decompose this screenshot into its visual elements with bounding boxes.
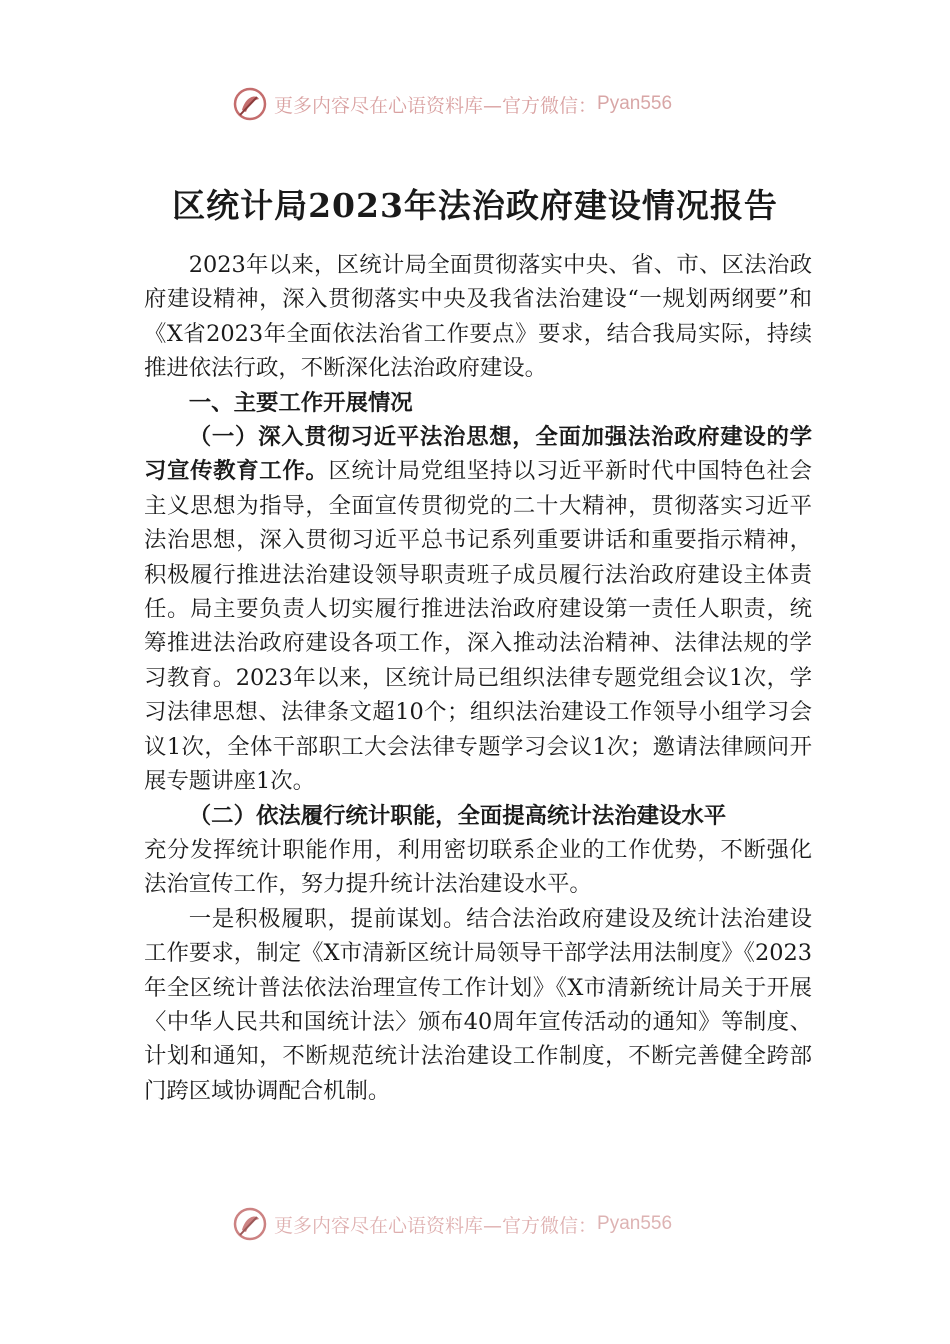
stamp-logo-icon <box>232 86 268 122</box>
subsection-1-text: 区统计局党组坚持以习近平新时代中国特色社会主义思想为指导，全面宣传贯彻党的二十大精神，贯彻落实习近平法治思想，深入贯彻习近平总书记系列重要讲话和重要指示精神，积极履行推进法治建设领导职责班子成员履行法治政府建设主体责任。局主要负责人切实履行推进法治政府建设第一责任人职责，统筹推进法治政府建设各项工作，深入推动法治精神、法律法规的学习教育。2023年以来，区统计局已组织法律专题党组会议1次，学习法律思想、法律条文超10个；组织法治建设工作领导小组学习会议1次，全体干部职工大会法律专题学习会议1次；邀请法律顾问开展专题讲座1次。 <box>144 458 813 795</box>
watermark-banner-bottom <box>232 1204 672 1244</box>
intro-paragraph: 2023年以来，区统计局全面贯彻落实中央、省、市、区法治政府建设精神，深入贯彻落实中央及我省法治建设“一规划两纲要”和《X省2023年全面依法治省工作要点》要求，结合我局实际，持续推进依法行政，不断深化法治政府建设。 <box>144 252 812 382</box>
watermark-text: 更多内容尽在心语资料库—官方微信： <box>274 94 598 117</box>
watermark-text: 更多内容尽在心语资料库—官方微信： <box>274 1214 598 1237</box>
document-body <box>144 248 812 1108</box>
stamp-logo-icon <box>232 1206 268 1242</box>
paragraph-yi: 一是积极履职，提前谋划。结合法治政府建设及统计法治建设工作要求，制定《X市清新区统计局领导干部学法用法制度》《2023年全区统计普法依法治理宣传工作计划》《X市清新统计局关于开展〈中华人民共和国统计法〉颁布40周年宣传活动的通知》等制度、计划和通知，不断规范统计法治建设工作制度，不断完善健全跨部门跨区域协调配合机制。 <box>144 905 812 1104</box>
subsection-1-paragraph <box>144 420 812 798</box>
subsection-2-heading: （二）依法履行统计职能，全面提高统计法治建设水平 <box>188 802 727 829</box>
section-heading-1: 一、主要工作开展情况 <box>188 389 413 416</box>
watermark-banner-top <box>232 84 672 124</box>
document-title: 区统计局2023年法治政府建设情况报告 <box>172 186 778 225</box>
subsection-1-heading: （一）深入贯彻习近平法治思想，全面加强法治政府建设的学习宣传教育工作。 <box>144 424 812 485</box>
subsection-2-text: 充分发挥统计职能作用，利用密切联系企业的工作优势，不断强化法治宣传工作，努力提升统计法治建设水平。 <box>144 836 812 898</box>
watermark-account: Pyan556 <box>597 1213 673 1234</box>
watermark-account: Pyan556 <box>597 93 673 114</box>
